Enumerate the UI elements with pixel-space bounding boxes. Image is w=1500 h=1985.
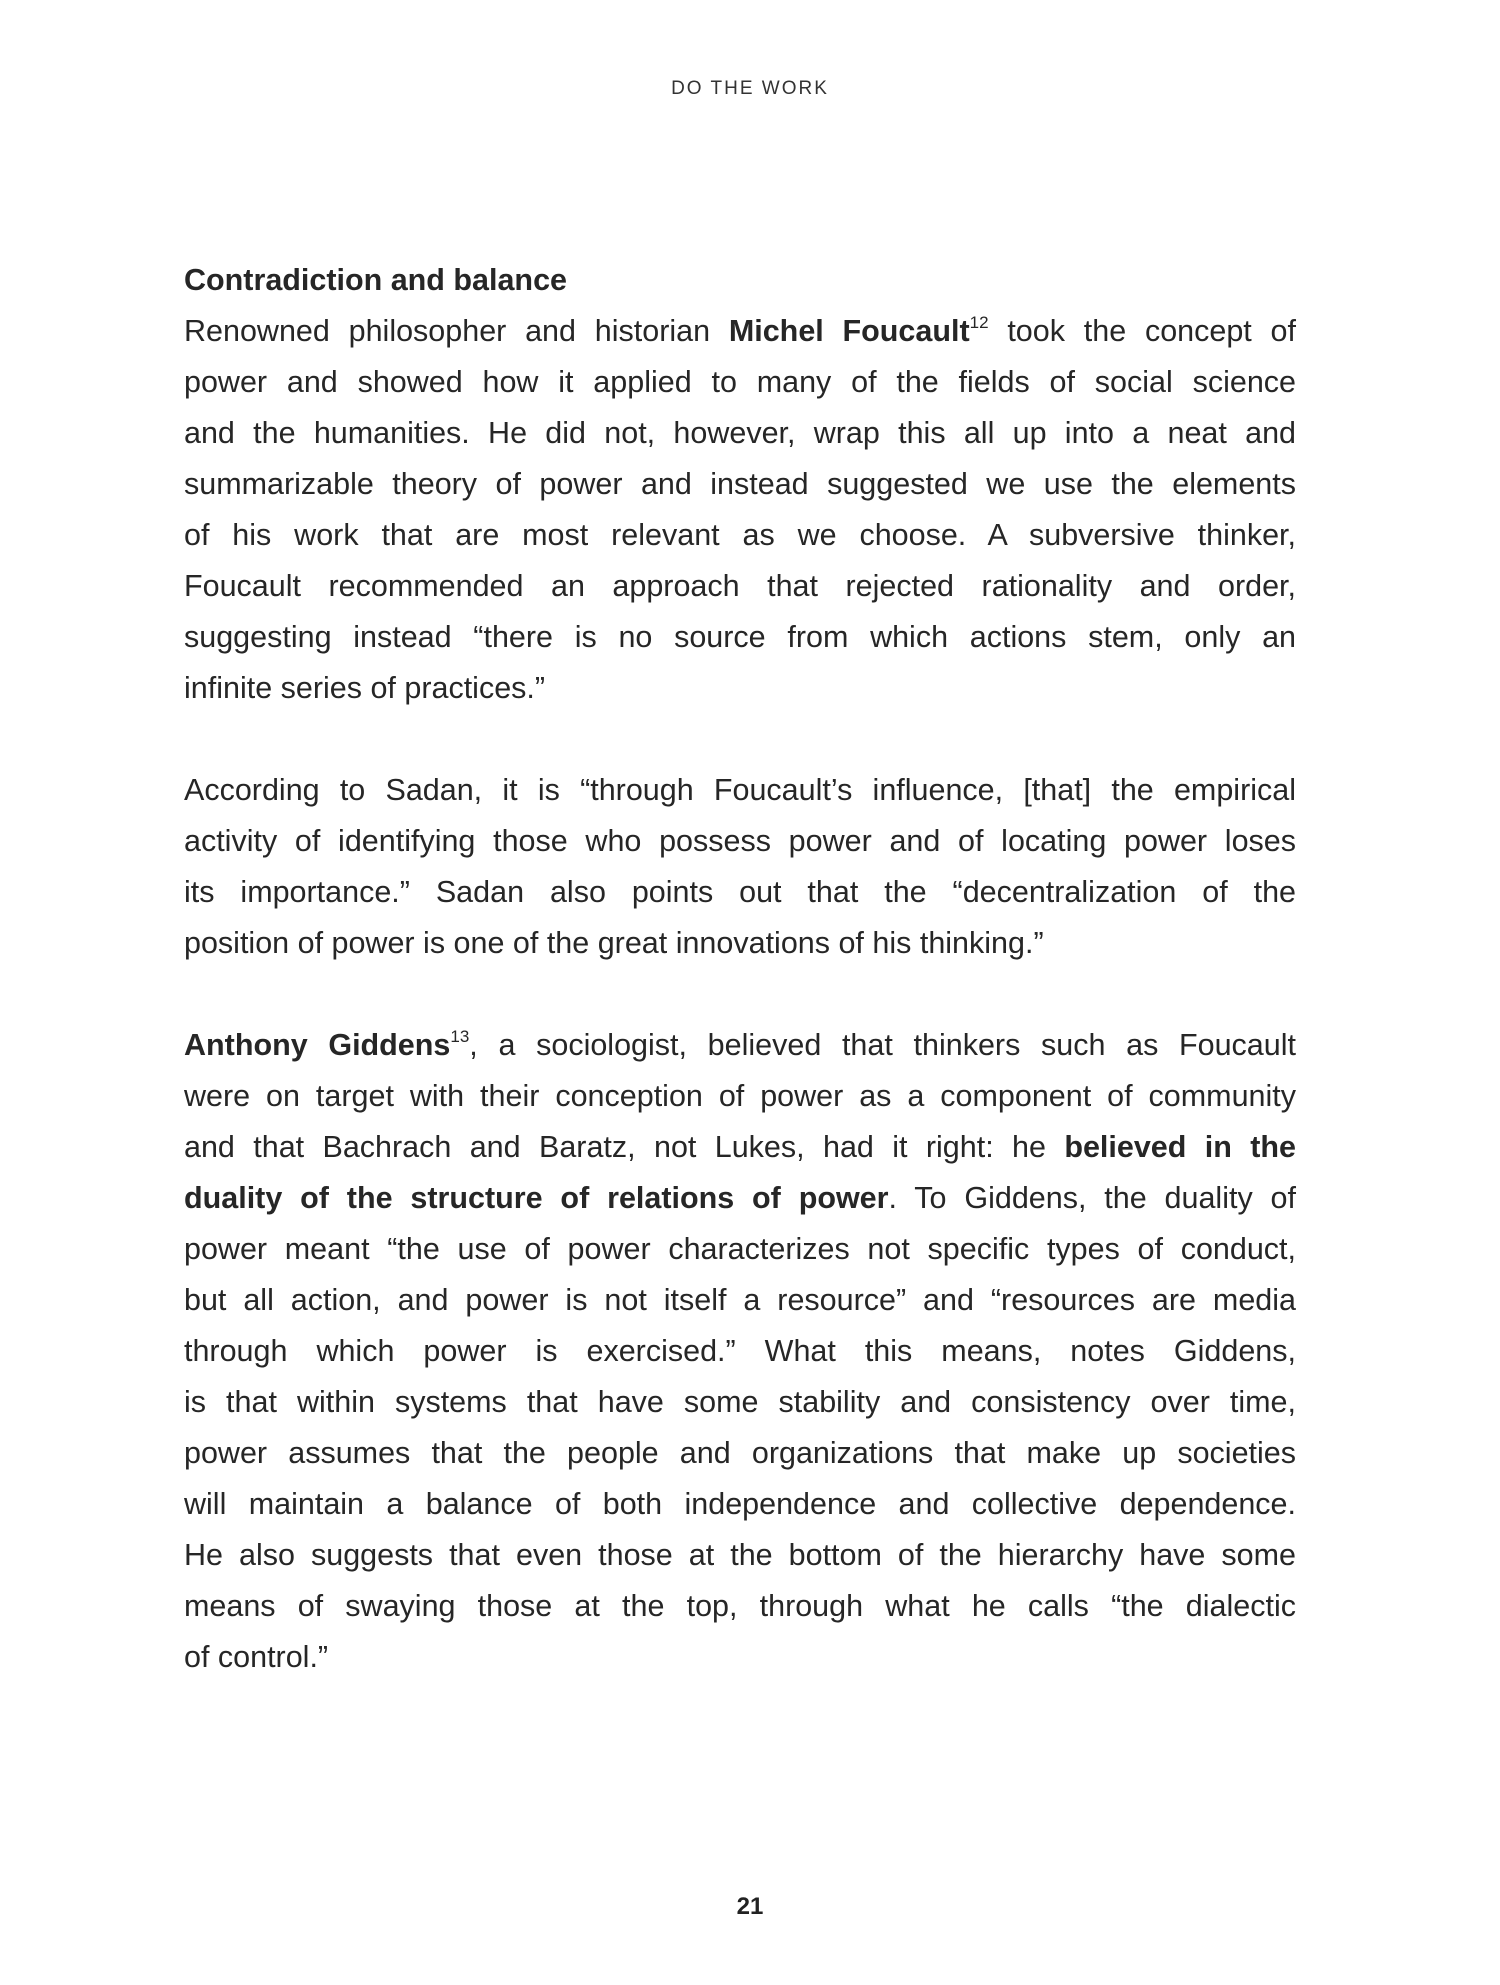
text: Renowned philosopher and historian: [184, 314, 729, 348]
text-line: [184, 1122, 1296, 1173]
text: of his work that are most relevant as we choose. A subversive thinker,: [184, 518, 1296, 552]
text-line: [184, 306, 1296, 357]
page-body: [184, 255, 1296, 1683]
text: and the humanities. He did not, however, wrap this all up into a neat and: [184, 416, 1296, 450]
text-line: [184, 1020, 1296, 1071]
text: of control.”: [184, 1640, 329, 1674]
text-line: [184, 408, 1296, 459]
text-line: [184, 357, 1296, 408]
paragraph: [184, 765, 1296, 969]
paragraph-spacer: [184, 969, 1296, 1020]
text: and that Bachrach and Baratz, not Lukes, had it right: he: [184, 1130, 1065, 1164]
text: Foucault recommended an approach that rejected rationality and order,: [184, 569, 1296, 603]
text-line: [184, 1428, 1296, 1479]
text: but all action, and power is not itself a resource” and “resources are media: [184, 1283, 1296, 1317]
text: will maintain a balance of both independence and collective dependence.: [184, 1487, 1296, 1521]
bold-text: Anthony Giddens: [184, 1028, 451, 1062]
text-line: [184, 612, 1296, 663]
text-line: [184, 816, 1296, 867]
bold-text: duality of the structure of relations of power: [184, 1181, 889, 1215]
text: suggesting instead “there is no source from which actions stem, only an: [184, 620, 1296, 654]
text-line: [184, 663, 1296, 714]
text-line: [184, 1530, 1296, 1581]
text: power assumes that the people and organizations that make up societies: [184, 1436, 1296, 1470]
text-line: [184, 1326, 1296, 1377]
footnote-reference: 12: [969, 313, 989, 332]
text: summarizable theory of power and instead suggested we use the elements: [184, 467, 1296, 501]
bold-text: believed in the: [1064, 1130, 1296, 1164]
text-line: [184, 867, 1296, 918]
text-line: [184, 1632, 1296, 1683]
text-line: [184, 918, 1296, 969]
text-line: [184, 255, 1296, 306]
paragraph: [184, 306, 1296, 714]
text: took the concept of: [988, 314, 1296, 348]
text: its importance.” Sadan also points out that the “decentralization of the: [184, 875, 1296, 909]
text-line: [184, 1275, 1296, 1326]
text: . To Giddens, the duality of: [888, 1181, 1296, 1215]
text: power and showed how it applied to many of the fields of social science: [184, 365, 1296, 399]
text: He also suggests that even those at the bottom of the hierarchy have some: [184, 1538, 1296, 1572]
section-heading: [184, 255, 1296, 306]
text: infinite series of practices.”: [184, 671, 546, 705]
running-head: DO THE WORK: [671, 78, 829, 99]
text: through which power is exercised.” What this means, notes Giddens,: [184, 1334, 1296, 1368]
text-line: [184, 510, 1296, 561]
text-line: [184, 765, 1296, 816]
text: were on target with their conception of power as a component of community: [184, 1079, 1296, 1113]
paragraph-spacer: [184, 714, 1296, 765]
text-line: [184, 1377, 1296, 1428]
text-line: [184, 1173, 1296, 1224]
bold-text: Contradiction and balance: [184, 263, 567, 297]
text: power meant “the use of power characterizes not specific types of conduct,: [184, 1232, 1296, 1266]
text-line: [184, 1071, 1296, 1122]
text-line: [184, 1224, 1296, 1275]
page-number: 21: [736, 1893, 764, 1920]
text: According to Sadan, it is “through Foucault’s influence, [that] the empirical: [184, 773, 1296, 807]
text: , a sociologist, believed that thinkers such as Foucault: [469, 1028, 1296, 1062]
bold-text: Michel Foucault: [728, 314, 970, 348]
text-line: [184, 1581, 1296, 1632]
text-line: [184, 1479, 1296, 1530]
text-line: [184, 561, 1296, 612]
text: is that within systems that have some stability and consistency over time,: [184, 1385, 1296, 1419]
paragraph: [184, 1020, 1296, 1683]
text-line: [184, 459, 1296, 510]
footnote-reference: 13: [450, 1027, 470, 1046]
text: means of swaying those at the top, through what he calls “the dialectic: [184, 1589, 1296, 1623]
text: position of power is one of the great innovations of his thinking.”: [184, 926, 1044, 960]
text: activity of identifying those who possess power and of locating power loses: [184, 824, 1296, 858]
